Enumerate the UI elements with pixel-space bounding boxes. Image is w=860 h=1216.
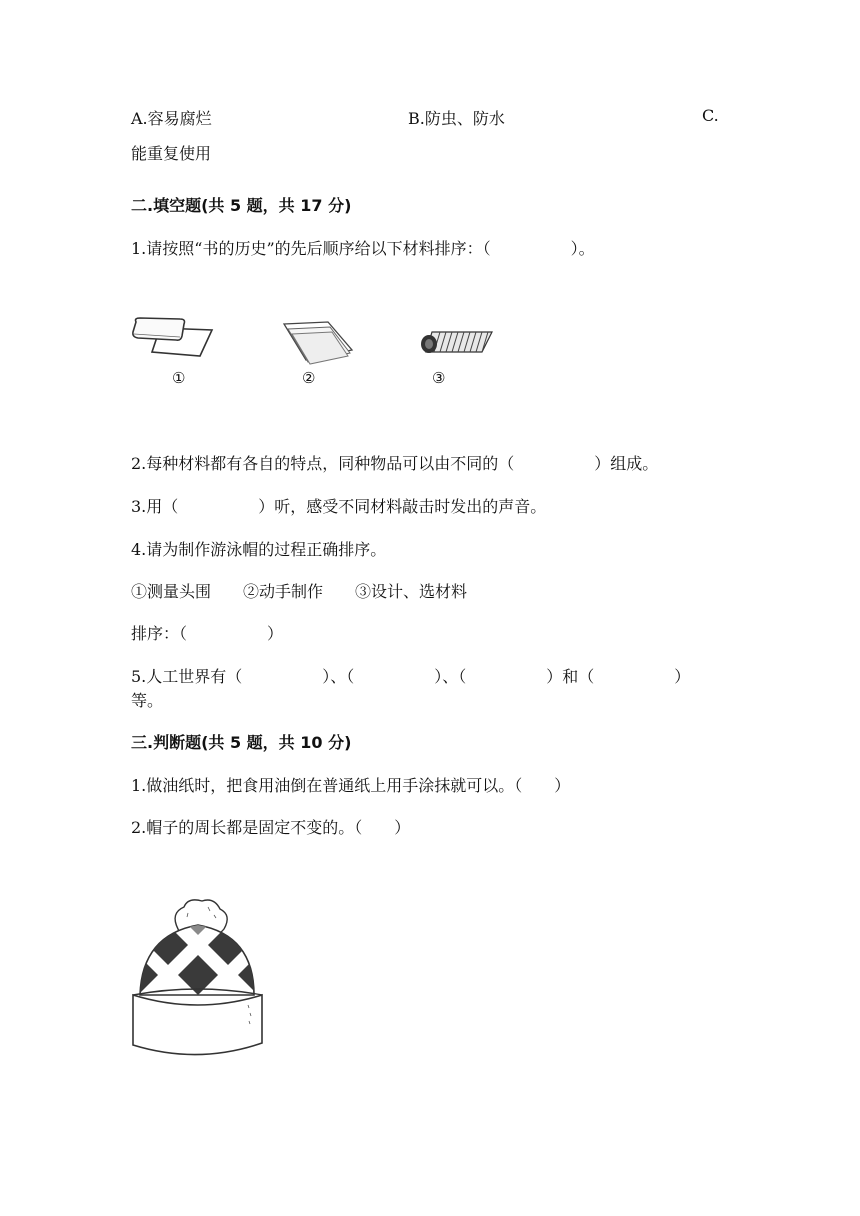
option-c: C. bbox=[702, 106, 719, 125]
s2-question-4-items: ①测量头围 ②动手制作 ③设计、选材料 bbox=[131, 582, 468, 601]
s2-question-4-answer: 排序：（ ） bbox=[131, 624, 284, 643]
option-a: A.容易腐烂 bbox=[131, 109, 212, 128]
s2-question-3: 3.用（ ）听，感受不同材料敲击时发出的声音。 bbox=[131, 497, 547, 516]
s2-question-2: 2.每种材料都有各自的特点，同种物品可以由不同的（ ）组成。 bbox=[131, 454, 659, 473]
image-label-2: ② bbox=[302, 369, 316, 387]
image-label-3: ③ bbox=[432, 369, 446, 387]
paper-stack-image bbox=[280, 320, 355, 364]
clay-tablet-image bbox=[130, 316, 220, 360]
bamboo-scroll-image bbox=[420, 330, 495, 356]
section2-title: 二.填空题(共 5 题，共 17 分) bbox=[131, 196, 352, 215]
knit-hat-image bbox=[128, 895, 268, 1065]
image-label-1: ① bbox=[172, 369, 186, 387]
option-c-continued: 能重复使用 bbox=[131, 144, 212, 163]
section3-title: 三.判断题(共 5 题，共 10 分) bbox=[131, 733, 352, 752]
s2-question-5-continued: 等。 bbox=[131, 691, 164, 710]
s2-question-1: 1.请按照“书的历史”的先后顺序给以下材料排序：（ ）。 bbox=[131, 239, 595, 258]
s2-question-4: 4.请为制作游泳帽的过程正确排序。 bbox=[131, 540, 387, 559]
s3-question-2: 2.帽子的周长都是固定不变的。（ ） bbox=[131, 818, 411, 837]
s3-question-1: 1.做油纸时，把食用油倒在普通纸上用手涂抹就可以。（ ） bbox=[131, 776, 571, 795]
s2-question-5: 5.人工世界有（ ）、（ ）、（ ）和（ ） bbox=[131, 667, 691, 686]
option-b: B.防虫、防水 bbox=[408, 109, 505, 128]
